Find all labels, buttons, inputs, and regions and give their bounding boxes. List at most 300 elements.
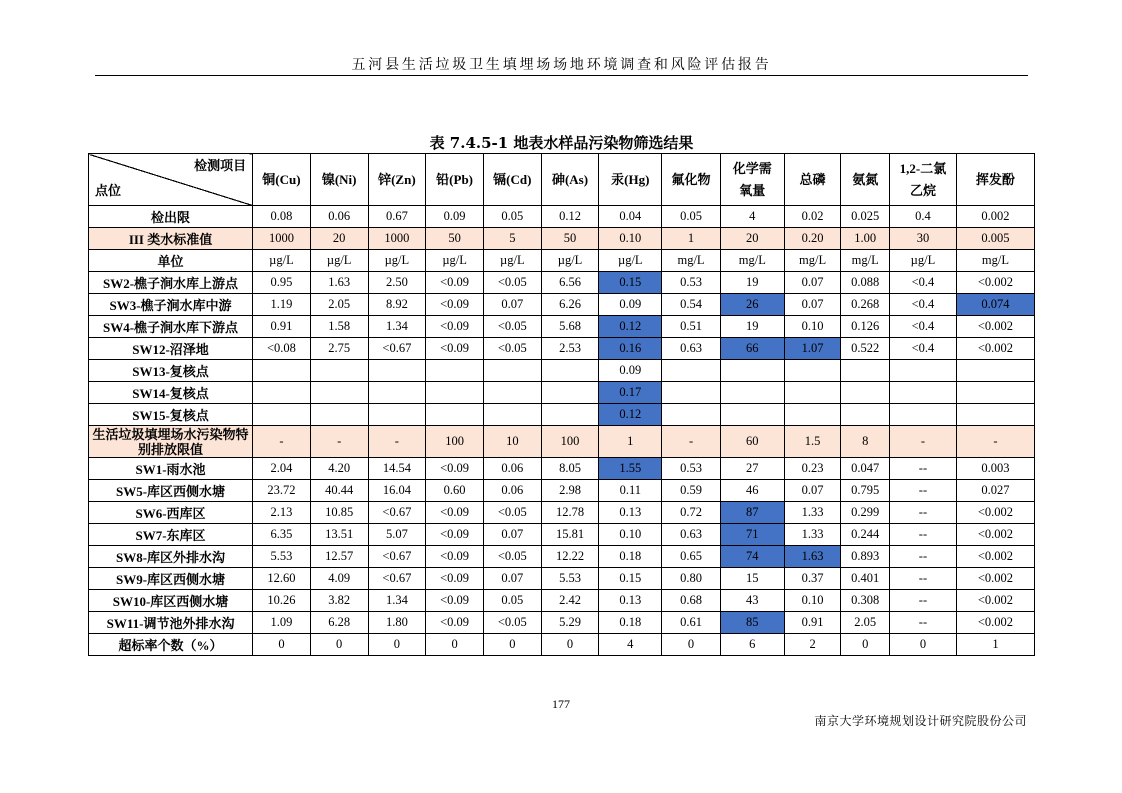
row-label: 超标率个数（%） xyxy=(89,634,253,656)
exceedance-cell: 0.16 xyxy=(599,338,662,360)
table-cell xyxy=(662,360,721,382)
exceedance-cell: 66 xyxy=(720,338,784,360)
table-cell: 2.05 xyxy=(841,612,890,634)
table-cell: µg/L xyxy=(483,250,541,272)
table-cell: -- xyxy=(890,568,957,590)
table-cell: 0.09 xyxy=(599,294,662,316)
table-cell: 0.027 xyxy=(956,480,1034,502)
table-row xyxy=(89,546,1035,568)
table-cell xyxy=(956,382,1034,404)
table-cell xyxy=(662,382,721,404)
table-cell: 0.09 xyxy=(426,206,484,228)
table-cell: <0.09 xyxy=(426,546,484,568)
table-cell: <0.002 xyxy=(956,568,1034,590)
table-cell: 0.4 xyxy=(890,206,957,228)
table-cell xyxy=(253,404,311,426)
table-cell: 0 xyxy=(483,634,541,656)
table-cell: 0.003 xyxy=(956,458,1034,480)
table-cell: 0.025 xyxy=(841,206,890,228)
row-label: SW12-沼泽地 xyxy=(89,338,253,360)
footer-organization: 南京大学环境规划设计研究院股份公司 xyxy=(814,714,1027,728)
table-cell: 0.05 xyxy=(483,206,541,228)
table-cell: 8.92 xyxy=(368,294,426,316)
table-cell: 1.34 xyxy=(368,590,426,612)
table-cell: 0.53 xyxy=(662,272,721,294)
exceedance-cell: 74 xyxy=(720,546,784,568)
page-number: 177 xyxy=(552,697,570,711)
table-cell: 20 xyxy=(720,228,784,250)
table-cell: 5.07 xyxy=(368,524,426,546)
table-cell: 5.29 xyxy=(541,612,599,634)
table-cell: 0 xyxy=(841,634,890,656)
table-cell: 0.12 xyxy=(541,206,599,228)
table-cell: 10.26 xyxy=(253,590,311,612)
table-cell: 0.08 xyxy=(253,206,311,228)
column-header: 总磷 xyxy=(784,154,841,206)
column-header: 挥发酚 xyxy=(956,154,1034,206)
row-label: SW6-西库区 xyxy=(89,502,253,524)
row-label: 单位 xyxy=(89,250,253,272)
exceedance-cell: 1.07 xyxy=(784,338,841,360)
table-cell: 1.63 xyxy=(310,272,368,294)
column-header: 镉(Cd) xyxy=(483,154,541,206)
table-cell: 1 xyxy=(599,426,662,458)
table-cell xyxy=(483,360,541,382)
corner-header-cell xyxy=(89,154,253,206)
table-cell: 0.60 xyxy=(426,480,484,502)
table-cell: 6.35 xyxy=(253,524,311,546)
table-cell: 14.54 xyxy=(368,458,426,480)
table-cell: 60 xyxy=(720,426,784,458)
table-cell: 2.04 xyxy=(253,458,311,480)
table-cell: <0.09 xyxy=(426,524,484,546)
table-cell: 1000 xyxy=(368,228,426,250)
table-cell: µg/L xyxy=(599,250,662,272)
table-cell: 1.58 xyxy=(310,316,368,338)
table-cell xyxy=(662,404,721,426)
table-cell: <0.09 xyxy=(426,458,484,480)
table-cell: mg/L xyxy=(956,250,1034,272)
table-cell: 19 xyxy=(720,316,784,338)
exceedance-cell: 0.12 xyxy=(599,316,662,338)
table-cell: - xyxy=(310,426,368,458)
table-cell: <0.002 xyxy=(956,338,1034,360)
table-cell: <0.09 xyxy=(426,316,484,338)
table-cell: 0.07 xyxy=(784,294,841,316)
row-label: SW8-库区外排水沟 xyxy=(89,546,253,568)
table-cell: <0.09 xyxy=(426,590,484,612)
row-label: SW14-复核点 xyxy=(89,382,253,404)
table-cell: 2.05 xyxy=(310,294,368,316)
table-cell: 0.05 xyxy=(662,206,721,228)
table-cell: mg/L xyxy=(720,250,784,272)
table-cell: 0.65 xyxy=(662,546,721,568)
column-header: 镍(Ni) xyxy=(310,154,368,206)
table-body xyxy=(89,206,1035,656)
table-cell: 0.06 xyxy=(483,458,541,480)
table-cell: -- xyxy=(890,480,957,502)
table-cell: 0.13 xyxy=(599,590,662,612)
table-cell: 0.23 xyxy=(784,458,841,480)
table-cell: 0.07 xyxy=(483,524,541,546)
table-cell: 0.18 xyxy=(599,612,662,634)
table-cell: 12.60 xyxy=(253,568,311,590)
table-row xyxy=(89,426,1035,458)
table-cell xyxy=(841,404,890,426)
exceedance-cell: 0.074 xyxy=(956,294,1034,316)
table-cell: <0.09 xyxy=(426,294,484,316)
table-cell: 0.06 xyxy=(310,206,368,228)
column-header: 锌(Zn) xyxy=(368,154,426,206)
table-cell: 16.04 xyxy=(368,480,426,502)
table-cell xyxy=(483,382,541,404)
table-cell: <0.002 xyxy=(956,316,1034,338)
table-cell: <0.002 xyxy=(956,612,1034,634)
column-header: 氟化物 xyxy=(662,154,721,206)
table-cell: 0.047 xyxy=(841,458,890,480)
table-cell: 1 xyxy=(662,228,721,250)
row-label: SW7-东库区 xyxy=(89,524,253,546)
table-cell xyxy=(956,404,1034,426)
table-cell: <0.05 xyxy=(483,502,541,524)
table-header-row xyxy=(89,154,1035,206)
exceedance-cell: 0.12 xyxy=(599,404,662,426)
table-cell: 4 xyxy=(599,634,662,656)
table-cell: 0.299 xyxy=(841,502,890,524)
table-cell: <0.09 xyxy=(426,502,484,524)
table-cell: 0.51 xyxy=(662,316,721,338)
table-cell xyxy=(890,404,957,426)
table-cell xyxy=(890,360,957,382)
table-cell: <0.002 xyxy=(956,590,1034,612)
table-cell: 0.91 xyxy=(253,316,311,338)
table-cell: 0.63 xyxy=(662,338,721,360)
table-cell xyxy=(720,404,784,426)
table-cell xyxy=(541,382,599,404)
exceedance-cell: 85 xyxy=(720,612,784,634)
table-row xyxy=(89,524,1035,546)
table-cell: 4.09 xyxy=(310,568,368,590)
table-cell: 0.95 xyxy=(253,272,311,294)
table-row xyxy=(89,338,1035,360)
column-header: 1,2-二氯乙烷 xyxy=(890,154,957,206)
table-cell: µg/L xyxy=(541,250,599,272)
table-cell: <0.67 xyxy=(368,568,426,590)
table-cell: 6.56 xyxy=(541,272,599,294)
table-cell: 2.53 xyxy=(541,338,599,360)
table-cell: 0.91 xyxy=(784,612,841,634)
table-cell: 100 xyxy=(541,426,599,458)
column-header: 铜(Cu) xyxy=(253,154,311,206)
table-cell: 12.57 xyxy=(310,546,368,568)
table-cell: 0.72 xyxy=(662,502,721,524)
exceedance-cell: 0.17 xyxy=(599,382,662,404)
table-cell: <0.002 xyxy=(956,502,1034,524)
table-cell xyxy=(720,360,784,382)
table-cell: 0.07 xyxy=(483,568,541,590)
table-cell: -- xyxy=(890,524,957,546)
table-cell: 20 xyxy=(310,228,368,250)
table-row xyxy=(89,480,1035,502)
table-caption: 表 7.4.5-1 地表水样品污染物筛选结果 xyxy=(429,134,694,152)
table-cell: <0.4 xyxy=(890,338,957,360)
table-cell: -- xyxy=(890,502,957,524)
table-cell xyxy=(368,404,426,426)
table-row xyxy=(89,458,1035,480)
table-cell: 100 xyxy=(426,426,484,458)
table-cell xyxy=(784,404,841,426)
table-cell: 5 xyxy=(483,228,541,250)
table-cell: 1.5 xyxy=(784,426,841,458)
table-cell: -- xyxy=(890,590,957,612)
table-cell: 0 xyxy=(890,634,957,656)
table-cell: 40.44 xyxy=(310,480,368,502)
table-cell xyxy=(720,382,784,404)
table-row xyxy=(89,568,1035,590)
table-cell: 1.80 xyxy=(368,612,426,634)
table-cell: µg/L xyxy=(890,250,957,272)
column-header: 铅(Pb) xyxy=(426,154,484,206)
table-cell: 0.61 xyxy=(662,612,721,634)
table-cell: 5.53 xyxy=(253,546,311,568)
table-cell: 4.20 xyxy=(310,458,368,480)
table-cell: <0.05 xyxy=(483,546,541,568)
table-cell: 12.78 xyxy=(541,502,599,524)
exceedance-cell: 71 xyxy=(720,524,784,546)
table-cell: 0.10 xyxy=(599,228,662,250)
table-cell: 2.42 xyxy=(541,590,599,612)
row-label: SW10-库区西侧水塘 xyxy=(89,590,253,612)
table-cell: <0.09 xyxy=(426,338,484,360)
table-cell: 0.10 xyxy=(784,590,841,612)
row-label: III 类水标准值 xyxy=(89,228,253,250)
table-cell: 0.10 xyxy=(784,316,841,338)
table-cell: 3.82 xyxy=(310,590,368,612)
table-cell: 0.05 xyxy=(483,590,541,612)
table-cell: 1.34 xyxy=(368,316,426,338)
table-cell xyxy=(890,382,957,404)
exceedance-cell: 0.15 xyxy=(599,272,662,294)
exceedance-cell: 87 xyxy=(720,502,784,524)
table-cell: 0.893 xyxy=(841,546,890,568)
table-cell xyxy=(541,404,599,426)
table-row xyxy=(89,272,1035,294)
table-cell: 0.268 xyxy=(841,294,890,316)
table-cell xyxy=(368,360,426,382)
table-cell: 0.67 xyxy=(368,206,426,228)
table-cell: 0 xyxy=(426,634,484,656)
table-cell: 2.75 xyxy=(310,338,368,360)
table-cell: 0.10 xyxy=(599,524,662,546)
table-cell: 6.28 xyxy=(310,612,368,634)
row-label: 检出限 xyxy=(89,206,253,228)
table-cell xyxy=(310,382,368,404)
table-row xyxy=(89,316,1035,338)
table-cell: <0.09 xyxy=(426,272,484,294)
table-row xyxy=(89,206,1035,228)
table-cell: 0.07 xyxy=(784,272,841,294)
row-label: SW5-库区西侧水塘 xyxy=(89,480,253,502)
table-cell: 0.37 xyxy=(784,568,841,590)
table-cell xyxy=(310,404,368,426)
table-cell: 0.07 xyxy=(483,294,541,316)
table-cell: - xyxy=(956,426,1034,458)
table-cell xyxy=(841,382,890,404)
table-cell xyxy=(426,404,484,426)
column-header: 化学需氧量 xyxy=(720,154,784,206)
table-cell: 1 xyxy=(956,634,1034,656)
table-cell: 1.33 xyxy=(784,502,841,524)
table-cell: <0.002 xyxy=(956,524,1034,546)
table-cell: 0.795 xyxy=(841,480,890,502)
table-cell: µg/L xyxy=(310,250,368,272)
corner-label-items: 检测项目 xyxy=(194,158,247,173)
table-cell: 0.18 xyxy=(599,546,662,568)
table-cell: -- xyxy=(890,546,957,568)
table-cell: - xyxy=(368,426,426,458)
table-cell: - xyxy=(253,426,311,458)
table-cell xyxy=(368,382,426,404)
table-cell xyxy=(841,360,890,382)
table-cell: 1.00 xyxy=(841,228,890,250)
table-cell: <0.4 xyxy=(890,294,957,316)
table-cell xyxy=(253,382,311,404)
table-cell: 0.308 xyxy=(841,590,890,612)
table-cell: 0.005 xyxy=(956,228,1034,250)
table-cell: 15.81 xyxy=(541,524,599,546)
table-cell: 6 xyxy=(720,634,784,656)
table-cell: <0.002 xyxy=(956,272,1034,294)
table-cell: 10 xyxy=(483,426,541,458)
table-cell: 4 xyxy=(720,206,784,228)
table-row xyxy=(89,590,1035,612)
table-cell: <0.4 xyxy=(890,316,957,338)
table-row xyxy=(89,382,1035,404)
table-cell: 50 xyxy=(426,228,484,250)
table-cell: 0.04 xyxy=(599,206,662,228)
table-cell: 0.80 xyxy=(662,568,721,590)
table-cell: 0.002 xyxy=(956,206,1034,228)
table-cell: 0.68 xyxy=(662,590,721,612)
table-cell: 0 xyxy=(368,634,426,656)
table-cell: 0.09 xyxy=(599,360,662,382)
table-row xyxy=(89,612,1035,634)
table-row xyxy=(89,360,1035,382)
table-row xyxy=(89,250,1035,272)
table-cell: mg/L xyxy=(784,250,841,272)
table-cell: 2 xyxy=(784,634,841,656)
table-cell: <0.67 xyxy=(368,546,426,568)
table-cell: 1.33 xyxy=(784,524,841,546)
table-cell: 1000 xyxy=(253,228,311,250)
column-header: 汞(Hg) xyxy=(599,154,662,206)
screening-results-table xyxy=(88,153,1035,656)
exceedance-cell: 1.55 xyxy=(599,458,662,480)
table-cell: 0.53 xyxy=(662,458,721,480)
row-label: SW1-雨水池 xyxy=(89,458,253,480)
table-cell: 5.53 xyxy=(541,568,599,590)
table-cell: - xyxy=(662,426,721,458)
table-cell: 23.72 xyxy=(253,480,311,502)
table-cell: 0 xyxy=(310,634,368,656)
table-cell: 0.02 xyxy=(784,206,841,228)
table-cell xyxy=(253,360,311,382)
table-cell: 15 xyxy=(720,568,784,590)
table-cell: -- xyxy=(890,612,957,634)
column-header: 氨氮 xyxy=(841,154,890,206)
table-cell: 0.59 xyxy=(662,480,721,502)
table-cell: <0.09 xyxy=(426,568,484,590)
exceedance-cell: 1.63 xyxy=(784,546,841,568)
table-cell xyxy=(426,382,484,404)
table-cell: 0.13 xyxy=(599,502,662,524)
row-label: 生活垃圾填埋场水污染物特别排放限值 xyxy=(89,426,253,458)
table-cell: <0.05 xyxy=(483,612,541,634)
table-cell: 1.19 xyxy=(253,294,311,316)
table-cell xyxy=(956,360,1034,382)
table-cell: 0.088 xyxy=(841,272,890,294)
table-cell: 0.54 xyxy=(662,294,721,316)
table-cell: 27 xyxy=(720,458,784,480)
table-cell: 2.13 xyxy=(253,502,311,524)
table-cell xyxy=(483,404,541,426)
table-cell: 0.401 xyxy=(841,568,890,590)
table-cell: 19 xyxy=(720,272,784,294)
table-cell: 0.20 xyxy=(784,228,841,250)
table-cell: 50 xyxy=(541,228,599,250)
corner-label-sites: 点位 xyxy=(95,183,122,198)
row-label: SW2-樵子涧水库上游点 xyxy=(89,272,253,294)
table-cell: 0 xyxy=(662,634,721,656)
table-cell: 0.06 xyxy=(483,480,541,502)
table-cell: <0.67 xyxy=(368,338,426,360)
table-cell: -- xyxy=(890,458,957,480)
table-cell: µg/L xyxy=(426,250,484,272)
table-cell xyxy=(784,360,841,382)
table-cell xyxy=(426,360,484,382)
table-cell: <0.08 xyxy=(253,338,311,360)
row-label: SW4-樵子涧水库下游点 xyxy=(89,316,253,338)
table-cell: 0.63 xyxy=(662,524,721,546)
table-row xyxy=(89,404,1035,426)
table-cell: 1.09 xyxy=(253,612,311,634)
table-cell xyxy=(541,360,599,382)
table-cell: 0 xyxy=(541,634,599,656)
exceedance-cell: 26 xyxy=(720,294,784,316)
table-cell: <0.4 xyxy=(890,272,957,294)
table-cell xyxy=(784,382,841,404)
table-cell: - xyxy=(890,426,957,458)
table-cell: mg/L xyxy=(841,250,890,272)
table-row xyxy=(89,634,1035,656)
table-cell: 0.11 xyxy=(599,480,662,502)
row-label: SW11-调节池外排水沟 xyxy=(89,612,253,634)
table-cell: 12.22 xyxy=(541,546,599,568)
table-cell: <0.05 xyxy=(483,316,541,338)
table-cell: 10.85 xyxy=(310,502,368,524)
table-cell: 46 xyxy=(720,480,784,502)
row-label: SW13-复核点 xyxy=(89,360,253,382)
table-row xyxy=(89,228,1035,250)
table-cell: <0.05 xyxy=(483,272,541,294)
table-row xyxy=(89,502,1035,524)
table-cell: 0.07 xyxy=(784,480,841,502)
table-cell: µg/L xyxy=(253,250,311,272)
table-cell: 8 xyxy=(841,426,890,458)
row-label: SW3-樵子涧水库中游 xyxy=(89,294,253,316)
table-cell: <0.67 xyxy=(368,502,426,524)
table-cell: <0.002 xyxy=(956,546,1034,568)
